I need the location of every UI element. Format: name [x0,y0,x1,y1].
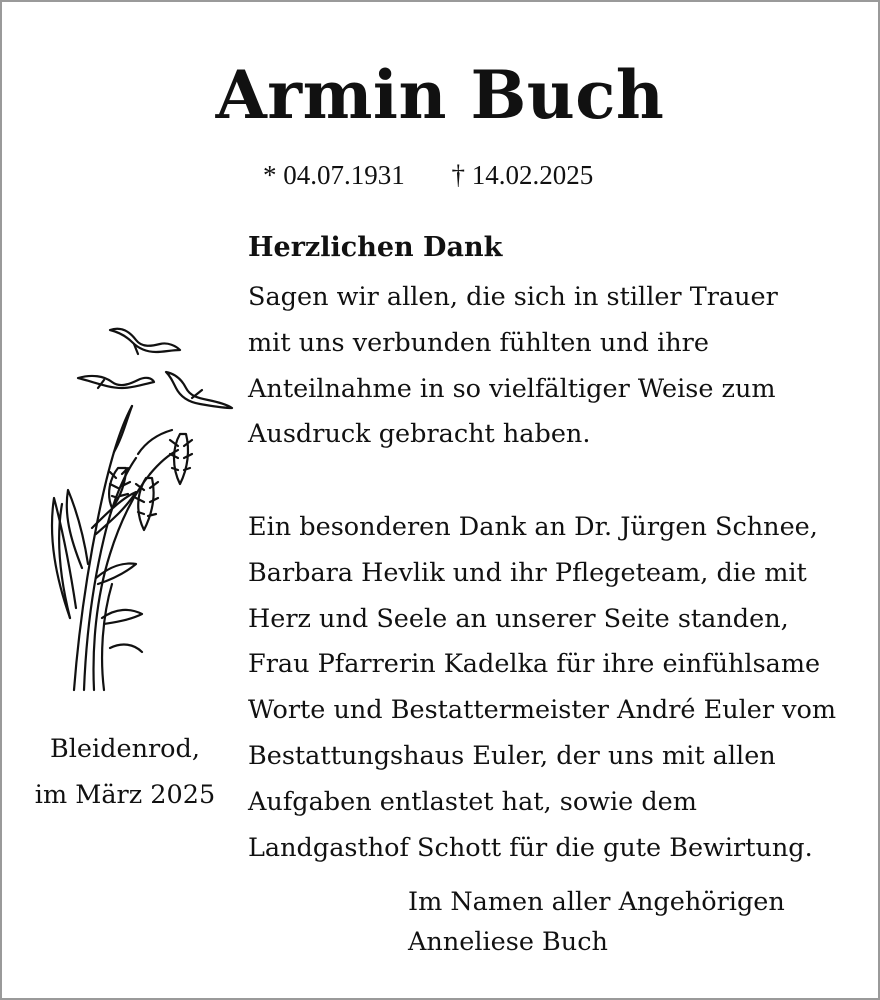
place-line: Bleidenrod, [50,734,200,764]
birth-date: * 04.07.1931 [263,160,405,190]
death-date: † 14.02.2025 [451,160,594,190]
text-line: Anteilnahme in so vielfältiger Weise zum [248,373,776,404]
text-line: Herz und Seele an unserer Seite standen, [248,603,789,634]
text-line: Aufgaben entlastet hat, sowie dem [248,786,697,817]
signature-line-1: Im Namen aller Angehörigen [408,887,785,917]
signature [408,882,785,962]
text-line: Frau Pfarrerin Kadelka für ihre einfühlsame [248,649,821,680]
text-line: Barbara Hevlik und ihr Pflegeteam, die mit [248,557,807,588]
place-and-date [20,727,230,819]
bird-icon [78,376,154,388]
signature-line-2: Anneliese Buch [408,927,608,957]
text-line: Bestattungshaus Euler, der uns mit allen [248,740,776,771]
bird-icon [166,372,232,408]
text-line: Ein besonderen Dank an Dr. Jürgen Schnee, [248,512,818,542]
text-line: Sagen wir allen, die sich in stiller Trauer [248,282,778,312]
message-heading: Herzlichen Dank [248,232,503,263]
message-paragraph-1 [248,275,778,458]
text-line: Ausdruck gebracht haben. [248,419,591,450]
text-line: Worte und Bestattermeister André Euler vom [248,695,837,726]
grain-stalks-icon [52,406,192,690]
message-paragraph-2 [248,505,836,871]
text-line: Landgasthof Schott für die gute Bewirtung. [248,832,813,863]
life-dates [263,160,593,191]
text-line: mit uns verbunden fühlten und ihre [248,327,709,358]
deceased-name: Armin Buch [215,56,665,134]
date-line: im März 2025 [34,779,216,810]
birds-and-grain-illustration [26,318,241,698]
bird-icon [110,329,180,354]
